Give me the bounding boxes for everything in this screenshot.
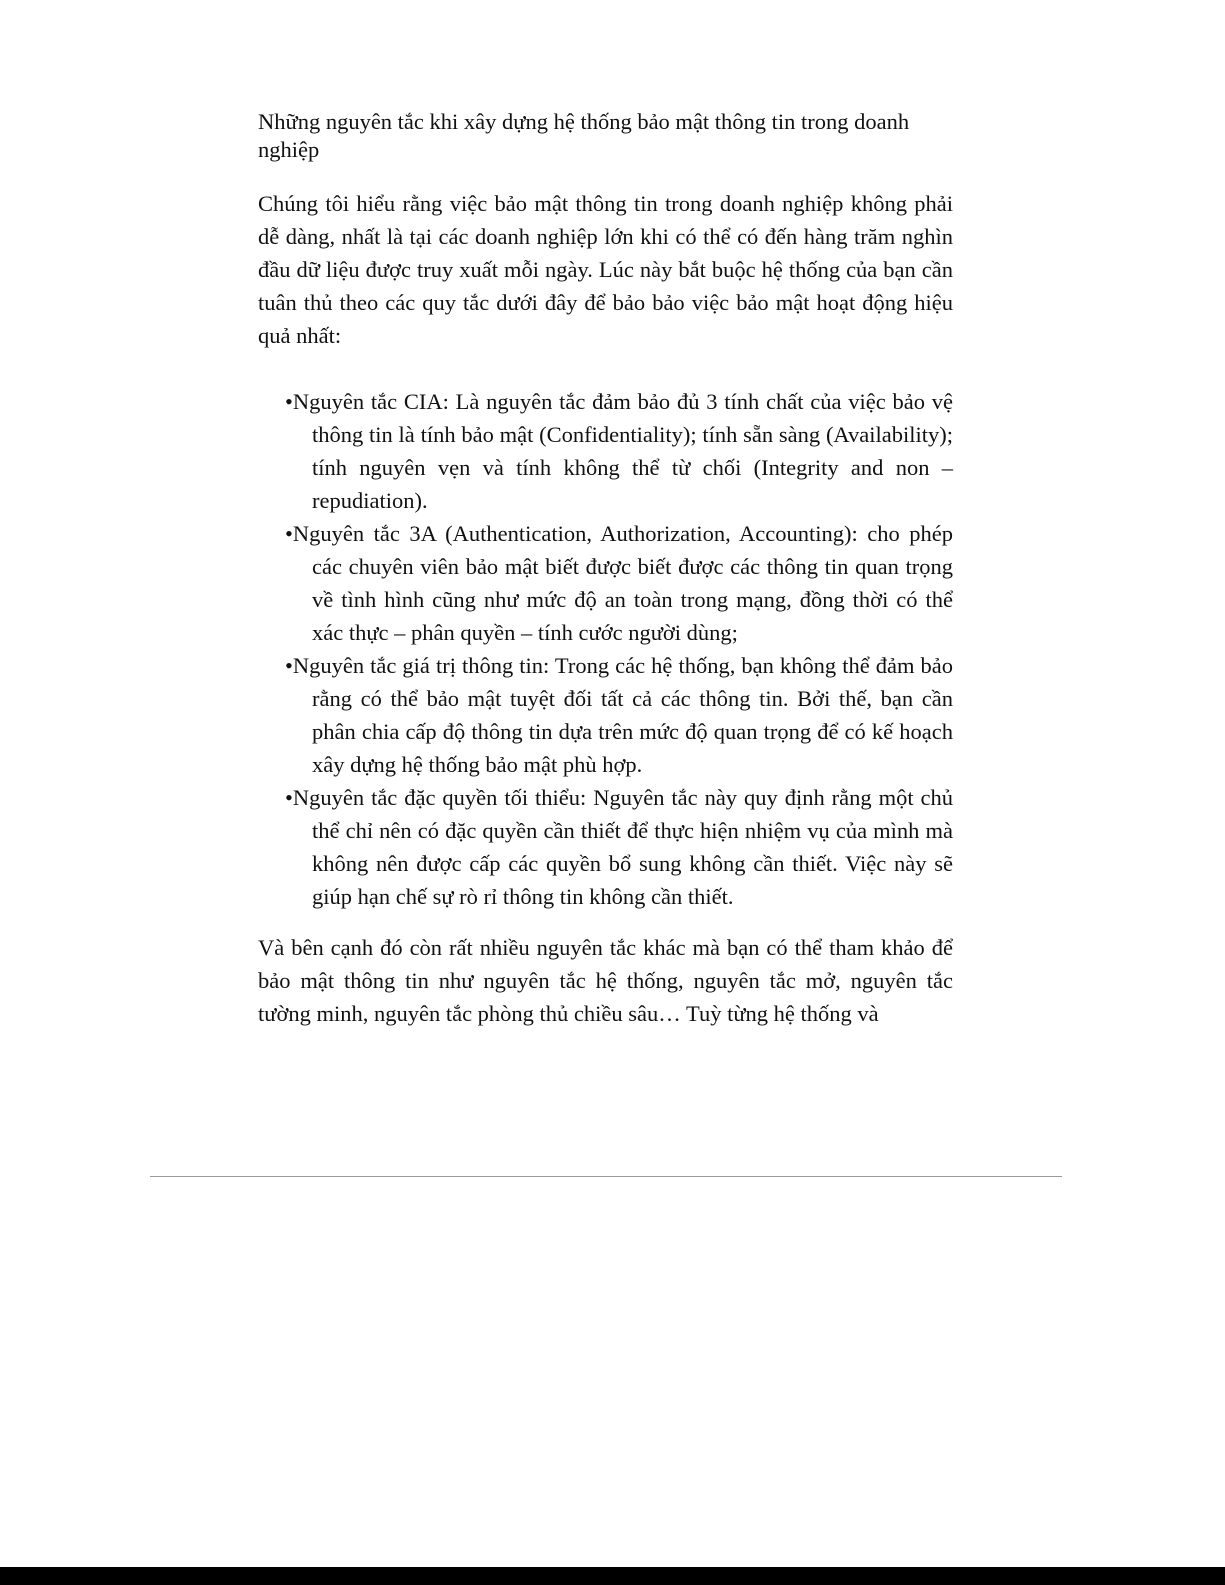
intro-paragraph: Chúng tôi hiểu rằng việc bảo mật thông tin trong doanh nghiệp không phải dễ dàng, nhất là tại các doanh nghiệp lớn khi có thể có đến hàng trăm nghìn đầu dữ liệu được truy xuất mỗi ngày. Lúc này bắt buộc hệ thống của bạn cần tuân thủ theo các quy tắc dưới đây để bảo bảo việc bảo mật hoạt động hiệu quả nhất: — [258, 191, 953, 348]
list-item — [285, 517, 953, 649]
bottom-edge-bar — [0, 1567, 1225, 1585]
list-item — [285, 385, 953, 517]
list-item — [285, 649, 953, 781]
bullet-icon: • — [285, 785, 293, 810]
closing-paragraph: Và bên cạnh đó còn rất nhiều nguyên tắc khác mà bạn có thể tham khảo để bảo mật thông tin như nguyên tắc hệ thống, nguyên tắc mở, nguyên tắc tường minh, nguyên tắc phòng thủ chiều sâu… Tuỳ từng hệ thống và — [258, 935, 953, 1026]
bullet-text: Nguyên tắc 3A (Authentication, Authorization, Accounting): cho phép các chuyên viên bảo mật biết được biết được các thông tin quan trọng về tình hình cũng như mức độ an toàn trong mạng, đồng thời có thể xác thực – phân quyền – tính cước người dùng; — [292, 521, 953, 645]
bullet-text: Nguyên tắc CIA: Là nguyên tắc đảm bảo đủ 3 tính chất của việc bảo vệ thông tin là tính bảo mật (Confidentiality); tính sẵn sàng (Availability); tính nguyên vẹn và tính không thể từ chối (Integrity and non – repudiation). — [292, 389, 953, 513]
document-title: Những nguyên tắc khi xây dựng hệ thống bảo mật thông tin trong doanh nghiệp — [258, 109, 910, 162]
list-item — [285, 781, 953, 913]
principles-list — [285, 385, 953, 913]
page-content — [258, 108, 953, 1030]
bullet-icon: • — [285, 653, 293, 678]
page-divider — [150, 1176, 1062, 1177]
bullet-text: Nguyên tắc đặc quyền tối thiểu: Nguyên tắc này quy định rằng một chủ thể chỉ nên có đặc quyền cần thiết để thực hiện nhiệm vụ của mình mà không nên được cấp các quyền bổ sung không cần thiết. Việc này sẽ giúp hạn chế sự rò rỉ thông tin không cần thiết. — [292, 785, 953, 909]
bullet-text: Nguyên tắc giá trị thông tin: Trong các hệ thống, bạn không thể đảm bảo rằng có thể bảo mật tuyệt đối tất cả các thông tin. Bởi thế, bạn cần phân chia cấp độ thông tin dựa trên mức độ quan trọng để có kế hoạch xây dựng hệ thống bảo mật phù hợp. — [292, 653, 953, 777]
bullet-icon: • — [285, 389, 293, 414]
bullet-icon: • — [285, 521, 293, 546]
